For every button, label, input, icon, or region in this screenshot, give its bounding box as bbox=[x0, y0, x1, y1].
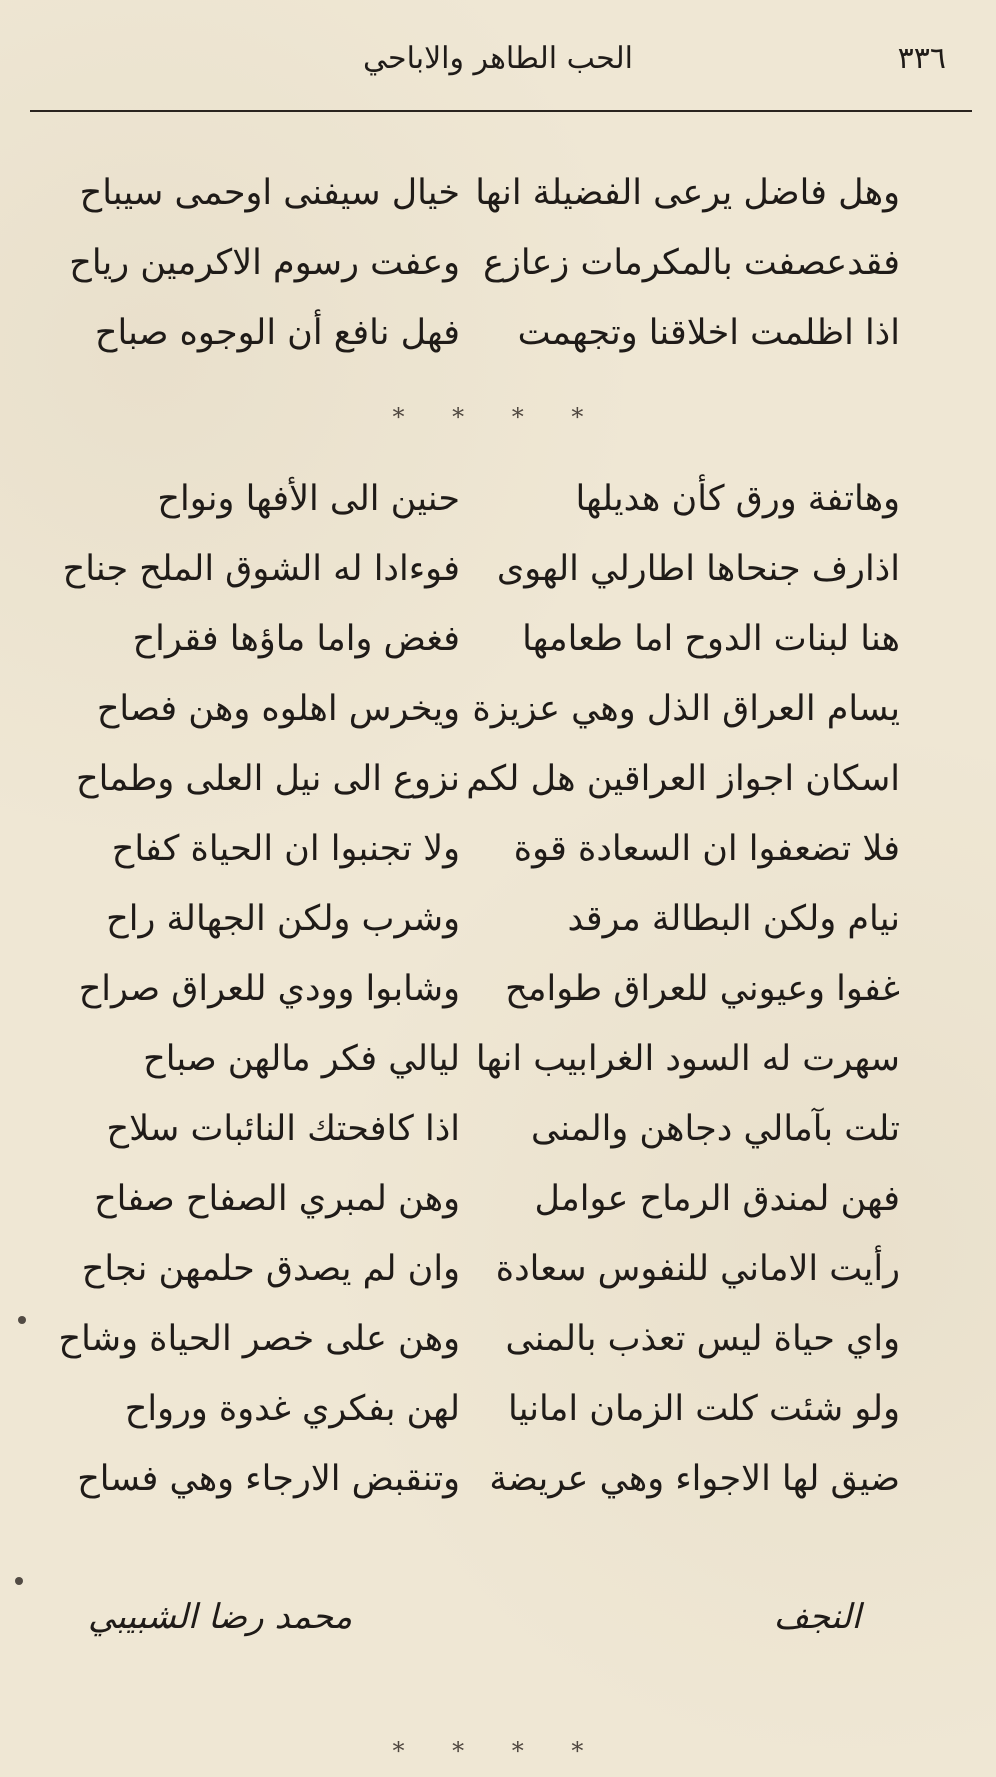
verse-row bbox=[0, 549, 996, 619]
verse-right-half: تلت بآمالي دجاهن والمنى bbox=[531, 1109, 900, 1149]
verse-left-half: وشابوا وودي للعراق صراح bbox=[78, 969, 460, 1009]
verse-row bbox=[0, 1459, 996, 1529]
verse-right-half: نيام ولكن البطالة مرقد bbox=[567, 899, 900, 939]
verse-right-half: وهاتفة ورق كأن هديلها bbox=[575, 479, 900, 519]
verse-row bbox=[0, 759, 996, 829]
page-number: ٣٣٦ bbox=[897, 41, 946, 76]
verse-left-half: وتنقبض الارجاء وهي فساح bbox=[77, 1459, 460, 1499]
stanza-separator-bottom: * * * * bbox=[392, 1737, 604, 1765]
verse-right-half: فهن لمندق الرماح عوامل bbox=[534, 1179, 900, 1219]
verse-right-half: فلا تضعفوا ان السعادة قوة bbox=[513, 829, 900, 869]
verse-left-half: ليالي فكر مالهن صباح bbox=[143, 1039, 460, 1079]
verse-row bbox=[0, 1249, 996, 1319]
ink-speck bbox=[18, 1316, 26, 1324]
verse-row bbox=[0, 899, 996, 969]
verse-right-half: سهرت له السود الغرابيب انها bbox=[475, 1039, 900, 1079]
verse-right-half: اذا اظلمت اخلاقنا وتجهمت bbox=[517, 313, 900, 353]
verse-right-half: ولو شئت كلت الزمان امانيا bbox=[508, 1389, 900, 1429]
verse-right-half: ضيق لها الاجواء وهي عريضة bbox=[489, 1459, 900, 1499]
verse-right-half: وهل فاضل يرعى الفضيلة انها bbox=[475, 173, 900, 213]
verse-right-half: واي حياة ليس تعذب بالمنى bbox=[505, 1319, 900, 1359]
verse-row bbox=[0, 1319, 996, 1389]
verse-left-half: فغض واما ماؤها فقراح bbox=[132, 619, 460, 659]
verse-left-half: نزوع الى نيل العلى وطماح bbox=[76, 759, 460, 799]
verse-right-half: فقدعصفت بالمكرمات زعازع bbox=[483, 243, 900, 283]
verse-right-half: يسام العراق الذل وهي عزيزة bbox=[472, 689, 900, 729]
verse-left-half: فوءادا له الشوق الملح جناح bbox=[62, 549, 460, 589]
verse-left-half: خيال سيفنى اوحمى سيباح bbox=[79, 173, 460, 213]
verse-row bbox=[0, 1179, 996, 1249]
header-rule bbox=[30, 110, 972, 112]
author-signature: محمد رضا الشبيبي bbox=[88, 1597, 353, 1637]
verse-row bbox=[0, 243, 996, 313]
verse-left-half: ولا تجنبوا ان الحياة كفاح bbox=[111, 829, 460, 869]
running-title: الحب الطاهر والاباحي bbox=[363, 41, 633, 76]
verse-row bbox=[0, 619, 996, 689]
verse-row bbox=[0, 969, 996, 1039]
stanza-separator-top: * * * * bbox=[392, 403, 604, 431]
verse-row bbox=[0, 1389, 996, 1459]
verse-left-half: ويخرس اهلوه وهن فصاح bbox=[96, 689, 460, 729]
verse-right-half: هنا لبنات الدوح اما طعامها bbox=[522, 619, 900, 659]
poem-stanza-one bbox=[0, 173, 996, 383]
verse-row bbox=[0, 479, 996, 549]
verse-left-half: وعفت رسوم الاكرمين رياح bbox=[69, 243, 460, 283]
verse-right-half: اذارف جنحاها اطارلي الهوى bbox=[496, 549, 900, 589]
page-header bbox=[50, 38, 946, 80]
verse-row bbox=[0, 313, 996, 383]
ink-speck bbox=[15, 1577, 23, 1585]
verse-right-half: غفوا وعيوني للعراق طوامح bbox=[505, 969, 900, 1009]
verse-left-half: حنين الى الأفها ونواح bbox=[157, 479, 460, 519]
verse-left-half: اذا كافحتك النائبات سلاح bbox=[106, 1109, 460, 1149]
verse-row bbox=[0, 829, 996, 899]
verse-left-half: وان لم يصدق حلمهن نجاح bbox=[81, 1249, 460, 1289]
verse-row bbox=[0, 173, 996, 243]
verse-left-half: وهن على خصر الحياة وشاح bbox=[58, 1319, 460, 1359]
verse-left-half: وهن لمبري الصفاح صفاح bbox=[94, 1179, 460, 1219]
verse-row bbox=[0, 1109, 996, 1179]
verse-row bbox=[0, 1039, 996, 1109]
verse-row bbox=[0, 689, 996, 759]
poem-stanza-two bbox=[0, 479, 996, 1529]
place-signature: النجف bbox=[773, 1597, 861, 1637]
verse-right-half: رأيت الاماني للنفوس سعادة bbox=[495, 1249, 900, 1289]
verse-left-half: وشرب ولكن الجهالة راح bbox=[106, 899, 460, 939]
verse-left-half: فهل نافع أن الوجوه صباح bbox=[94, 313, 460, 353]
verse-left-half: لهن بفكري غدوة ورواح bbox=[124, 1389, 460, 1429]
verse-right-half: اسكان اجواز العراقين هل لكم bbox=[466, 759, 900, 799]
